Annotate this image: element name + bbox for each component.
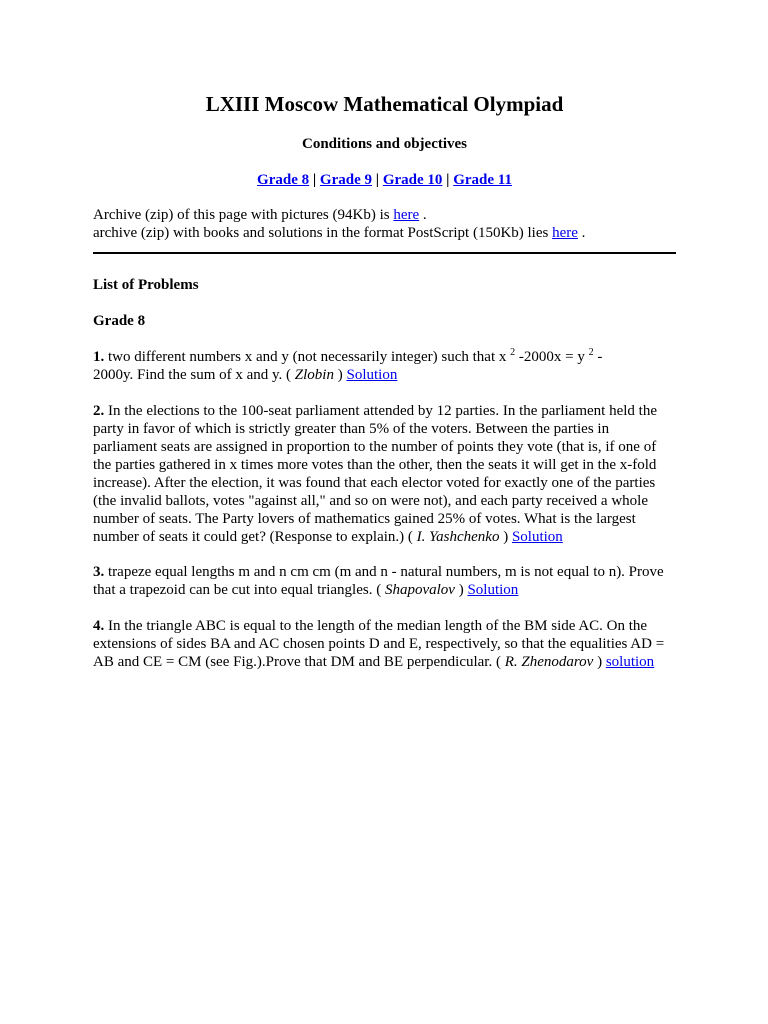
archive-postscript-end: . bbox=[581, 225, 586, 241]
problem-text: ) bbox=[503, 529, 509, 545]
horizontal-divider bbox=[93, 252, 676, 254]
archive-line-pictures bbox=[93, 206, 676, 224]
problem-1 bbox=[93, 348, 676, 384]
problem-author: Shapovalov bbox=[384, 582, 455, 598]
solution-link[interactable]: solution bbox=[605, 654, 655, 670]
problem-text: In the triangle ABC is equal to the length of the median length of the BM side AC. On the extensions of sides BA and AC chosen points D and E, respectively, so that the equalities AD = AB and CE = CM (see Fig.).Prove that DM and BE perpendicular. ( bbox=[93, 618, 665, 670]
archive-pictures-link[interactable]: here bbox=[393, 207, 420, 223]
problem-text: - bbox=[597, 349, 603, 365]
solution-link[interactable]: Solution bbox=[467, 582, 519, 598]
archive-postscript-link[interactable]: here bbox=[552, 225, 578, 241]
problem-3 bbox=[93, 563, 676, 599]
problem-2 bbox=[93, 402, 676, 546]
problem-text: trapeze equal lengths m and n cm cm (m and n - natural numbers, m is not equal to n). Prove that a trapezoid can be cut into equal triangles. ( bbox=[93, 564, 664, 598]
problem-text: ) bbox=[337, 367, 343, 383]
grade-separator: | bbox=[375, 172, 380, 188]
grade-separator: | bbox=[446, 172, 450, 188]
problem-number: 1. bbox=[93, 349, 105, 365]
page-title: LXIII Moscow Mathematical Olympiad bbox=[205, 92, 564, 116]
problem-text: ) bbox=[458, 582, 464, 598]
grade-links-nav bbox=[93, 171, 676, 189]
archive-postscript-text: archive (zip) with books and solutions in the format PostScript (150Kb) lies bbox=[93, 225, 549, 241]
solution-link[interactable]: Solution bbox=[346, 367, 398, 383]
grade-separator: | bbox=[312, 172, 317, 188]
archive-line-postscript bbox=[93, 224, 676, 242]
grade-8-link[interactable]: Grade 8 bbox=[257, 172, 310, 188]
problem-text: -2000x = y bbox=[518, 349, 585, 365]
problem-number: 2. bbox=[93, 403, 105, 419]
problem-number: 3. bbox=[93, 564, 105, 580]
superscript: 2 bbox=[510, 347, 516, 358]
problem-text: 2000y. Find the sum of x and y. ( bbox=[93, 367, 292, 383]
superscript: 2 bbox=[588, 347, 594, 358]
list-heading: List of Problems bbox=[93, 277, 199, 293]
grade-11-link[interactable]: Grade 11 bbox=[453, 172, 512, 188]
problem-author: R. Zhenodarov bbox=[504, 654, 594, 670]
problem-text: two different numbers x and y (not necessarily integer) such that x bbox=[108, 349, 507, 365]
problem-text: In the elections to the 100-seat parliament attended by 12 parties. In the parliament held the party in favor of which is strictly greater than 5% of the voters. Between the parties in parliament seats are assigned in proportion to the number of points they vote (that is, if one of the parties gathered in x times more votes than the other, then the seats it will get in the x-fold increase). After the election, it was found that each elector voted for exactly one of the parties (the invalid ballots, votes "against all," and so on were not), and each party received a whole number of seats. The Party lovers of mathematics gained 25% of votes. What is the largest number of seats it could get? (Response to explain.) ( bbox=[93, 403, 657, 545]
archive-pictures-end: . bbox=[422, 207, 427, 223]
problem-4 bbox=[93, 617, 676, 671]
archive-info bbox=[93, 206, 676, 242]
page-subtitle: Conditions and objectives bbox=[301, 136, 468, 152]
grade-heading: Grade 8 bbox=[93, 313, 146, 329]
problem-number: 4. bbox=[93, 618, 105, 634]
archive-pictures-text: Archive (zip) of this page with pictures (94Kb) is bbox=[93, 207, 390, 223]
problem-author: I. Yashchenko bbox=[416, 529, 500, 545]
problem-text: ) bbox=[597, 654, 603, 670]
solution-link[interactable]: Solution bbox=[511, 529, 563, 545]
grade-10-link[interactable]: Grade 10 bbox=[382, 172, 443, 188]
grade-9-link[interactable]: Grade 9 bbox=[319, 172, 372, 188]
problem-author: Zlobin bbox=[294, 367, 334, 383]
